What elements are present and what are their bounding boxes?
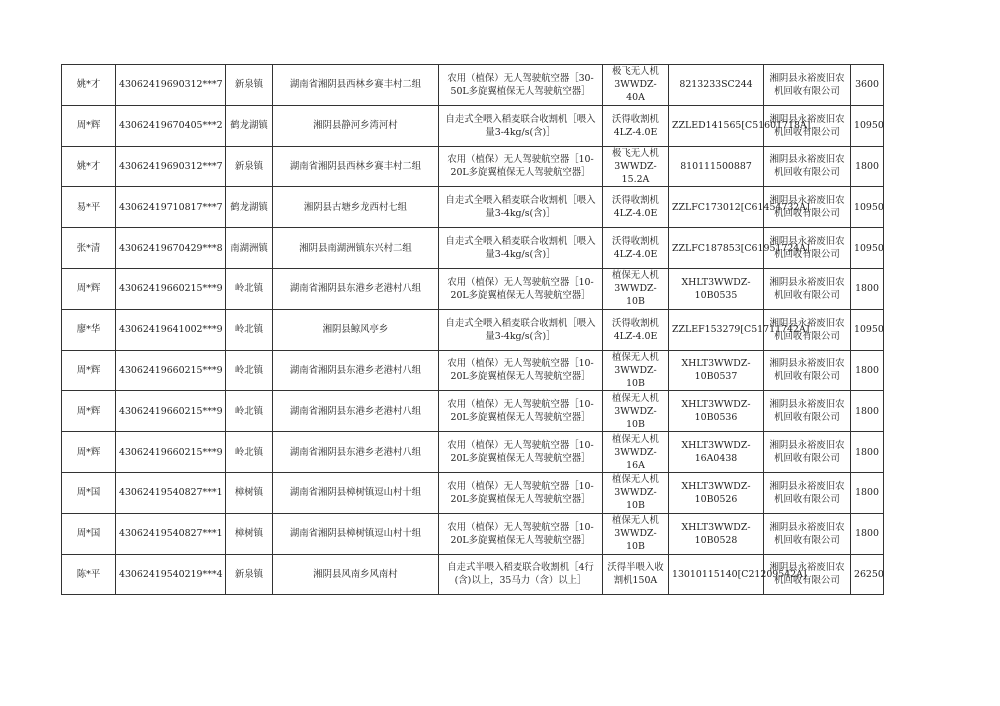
address-cell: 湘阴县南湖洲镇东兴村二组: [273, 228, 439, 269]
address-cell: 湖南省湘阴县东港乡老港村八组: [273, 391, 439, 432]
model-cell: 植保无人机3WWDZ-10B: [603, 391, 669, 432]
serial-number-cell: XHLT3WWDZ-10B0537: [669, 350, 764, 391]
serial-number-cell: ZZLFC187853[C61951724A]: [669, 228, 764, 269]
serial-number-cell: XHLT3WWDZ-10B0535: [669, 268, 764, 309]
owner-name-cell: 周*辉: [62, 391, 116, 432]
address-cell: 湖南省湘阴县樟树镇逗山村十组: [273, 513, 439, 554]
subsidy-amount-cell: 1800: [851, 472, 884, 513]
address-cell: 湖南省湘阴县东港乡老港村八组: [273, 268, 439, 309]
table-row: [62, 228, 884, 269]
owner-name-cell: 周*辉: [62, 268, 116, 309]
town-cell: 樟树镇: [226, 472, 273, 513]
town-cell: 岭北镇: [226, 391, 273, 432]
model-cell: 植保无人机3WWDZ-10B: [603, 350, 669, 391]
town-cell: 南湖洲镇: [226, 228, 273, 269]
town-cell: 岭北镇: [226, 432, 273, 473]
table-row: [62, 554, 884, 595]
table-row: [62, 187, 884, 228]
recycler-cell: 湘阴县永裕废旧农机回收有限公司: [764, 187, 851, 228]
id-number-cell: 43062419670429***8: [116, 228, 226, 269]
table-row: [62, 432, 884, 473]
owner-name-cell: 周*辉: [62, 350, 116, 391]
serial-number-cell: ZZLED141565[C51601718A]: [669, 105, 764, 146]
recycler-cell: 湘阴县永裕废旧农机回收有限公司: [764, 472, 851, 513]
table-row: [62, 391, 884, 432]
table-row: [62, 472, 884, 513]
owner-name-cell: 姚*才: [62, 65, 116, 106]
town-cell: 新泉镇: [226, 146, 273, 187]
recycler-cell: 湘阴县永裕废旧农机回收有限公司: [764, 513, 851, 554]
serial-number-cell: 810111500887: [669, 146, 764, 187]
id-number-cell: 43062419690312***7: [116, 65, 226, 106]
town-cell: 新泉镇: [226, 65, 273, 106]
model-cell: 植保无人机3WWDZ-10B: [603, 472, 669, 513]
address-cell: 湖南省湘阴县西林乡赛丰村二组: [273, 146, 439, 187]
recycler-cell: 湘阴县永裕废旧农机回收有限公司: [764, 554, 851, 595]
subsidy-amount-cell: 10950: [851, 187, 884, 228]
town-cell: 岭北镇: [226, 309, 273, 350]
model-cell: 沃得收割机4LZ-4.0E: [603, 309, 669, 350]
id-number-cell: 43062419540827***1: [116, 472, 226, 513]
machine-type-cell: 农用（植保）无人驾驶航空器［10-20L多旋翼植保无人驾驶航空器］: [439, 432, 603, 473]
machine-type-cell: 农用（植保）无人驾驶航空器［10-20L多旋翼植保无人驾驶航空器］: [439, 391, 603, 432]
machine-type-cell: 农用（植保）无人驾驶航空器［30-50L多旋翼植保无人驾驶航空器］: [439, 65, 603, 106]
model-cell: 植保无人机3WWDZ-10B: [603, 268, 669, 309]
model-cell: 植保无人机3WWDZ-16A: [603, 432, 669, 473]
machine-type-cell: 农用（植保）无人驾驶航空器［10-20L多旋翼植保无人驾驶航空器］: [439, 513, 603, 554]
serial-number-cell: XHLT3WWDZ-10B0536: [669, 391, 764, 432]
table-row: [62, 146, 884, 187]
address-cell: 湘阴县古塘乡龙西村七组: [273, 187, 439, 228]
recycler-cell: 湘阴县永裕废旧农机回收有限公司: [764, 146, 851, 187]
id-number-cell: 43062419690312***7: [116, 146, 226, 187]
id-number-cell: 43062419660215***9: [116, 350, 226, 391]
subsidy-amount-cell: 1800: [851, 268, 884, 309]
serial-number-cell: XHLT3WWDZ-16A0438: [669, 432, 764, 473]
address-cell: 湖南省湘阴县东港乡老港村八组: [273, 350, 439, 391]
address-cell: 湖南省湘阴县樟树镇逗山村十组: [273, 472, 439, 513]
model-cell: 植保无人机3WWDZ-10B: [603, 513, 669, 554]
owner-name-cell: 易*平: [62, 187, 116, 228]
recycler-cell: 湘阴县永裕废旧农机回收有限公司: [764, 105, 851, 146]
machine-type-cell: 自走式全喂入稻麦联合收割机［喂入量3-4kg/s(含)］: [439, 187, 603, 228]
subsidy-amount-cell: 26250: [851, 554, 884, 595]
model-cell: 沃得收割机4LZ-4.0E: [603, 228, 669, 269]
machine-type-cell: 农用（植保）无人驾驶航空器［10-20L多旋翼植保无人驾驶航空器］: [439, 268, 603, 309]
id-number-cell: 43062419641002***9: [116, 309, 226, 350]
model-cell: 沃得收割机4LZ-4.0E: [603, 187, 669, 228]
recycler-cell: 湘阴县永裕废旧农机回收有限公司: [764, 391, 851, 432]
machine-type-cell: 自走式半喂入稻麦联合收割机［4行(含)以上，35马力（含）以上］: [439, 554, 603, 595]
recycler-cell: 湘阴县永裕废旧农机回收有限公司: [764, 268, 851, 309]
serial-number-cell: XHLT3WWDZ-10B0526: [669, 472, 764, 513]
town-cell: 岭北镇: [226, 268, 273, 309]
owner-name-cell: 陈*平: [62, 554, 116, 595]
owner-name-cell: 周*国: [62, 513, 116, 554]
machine-type-cell: 农用（植保）无人驾驶航空器［10-20L多旋翼植保无人驾驶航空器］: [439, 350, 603, 391]
owner-name-cell: 廖*华: [62, 309, 116, 350]
subsidy-amount-cell: 1800: [851, 432, 884, 473]
id-number-cell: 43062419670405***2: [116, 105, 226, 146]
table-row: [62, 350, 884, 391]
town-cell: 新泉镇: [226, 554, 273, 595]
records-table: [61, 64, 884, 595]
address-cell: 湖南省湘阴县西林乡赛丰村二组: [273, 65, 439, 106]
machine-type-cell: 自走式全喂入稻麦联合收割机［喂入量3-4kg/s(含)］: [439, 228, 603, 269]
serial-number-cell: 8213233SC244: [669, 65, 764, 106]
id-number-cell: 43062419540827***1: [116, 513, 226, 554]
town-cell: 岭北镇: [226, 350, 273, 391]
table-row: [62, 309, 884, 350]
owner-name-cell: 周*辉: [62, 432, 116, 473]
serial-number-cell: XHLT3WWDZ-10B0528: [669, 513, 764, 554]
machine-type-cell: 农用（植保）无人驾驶航空器［10-20L多旋翼植保无人驾驶航空器］: [439, 472, 603, 513]
subsidy-amount-cell: 1800: [851, 350, 884, 391]
recycler-cell: 湘阴县永裕废旧农机回收有限公司: [764, 309, 851, 350]
machine-type-cell: 农用（植保）无人驾驶航空器［10-20L多旋翼植保无人驾驶航空器］: [439, 146, 603, 187]
recycler-cell: 湘阴县永裕废旧农机回收有限公司: [764, 350, 851, 391]
serial-number-cell: ZZLEF153279[C51711742A]: [669, 309, 764, 350]
id-number-cell: 43062419660215***9: [116, 432, 226, 473]
recycler-cell: 湘阴县永裕废旧农机回收有限公司: [764, 65, 851, 106]
id-number-cell: 43062419660215***9: [116, 268, 226, 309]
subsidy-amount-cell: 10950: [851, 309, 884, 350]
table-row: [62, 513, 884, 554]
address-cell: 湘阴县静河乡湾河村: [273, 105, 439, 146]
town-cell: 鹤龙湖镇: [226, 105, 273, 146]
subsidy-amount-cell: 1800: [851, 146, 884, 187]
address-cell: 湖南省湘阴县东港乡老港村八组: [273, 432, 439, 473]
address-cell: 湘阴县鲸风亭乡: [273, 309, 439, 350]
subsidy-amount-cell: 1800: [851, 513, 884, 554]
model-cell: 极飞无人机3WWDZ-15.2A: [603, 146, 669, 187]
id-number-cell: 43062419710817***7: [116, 187, 226, 228]
subsidy-amount-cell: 10950: [851, 105, 884, 146]
town-cell: 樟树镇: [226, 513, 273, 554]
serial-number-cell: ZZLFC173012[C61454732A]: [669, 187, 764, 228]
address-cell: 湘阴县风南乡风南村: [273, 554, 439, 595]
model-cell: 极飞无人机3WWDZ-40A: [603, 65, 669, 106]
owner-name-cell: 周*国: [62, 472, 116, 513]
table-row: [62, 268, 884, 309]
id-number-cell: 43062419660215***9: [116, 391, 226, 432]
town-cell: 鹤龙湖镇: [226, 187, 273, 228]
table-row: [62, 65, 884, 106]
machine-type-cell: 自走式全喂入稻麦联合收割机［喂入量3-4kg/s(含)］: [439, 309, 603, 350]
table-row: [62, 105, 884, 146]
serial-number-cell: 13010115140[C21209542A]: [669, 554, 764, 595]
subsidy-amount-cell: 10950: [851, 228, 884, 269]
recycler-cell: 湘阴县永裕废旧农机回收有限公司: [764, 432, 851, 473]
machine-type-cell: 自走式全喂入稻麦联合收割机［喂入量3-4kg/s(含)］: [439, 105, 603, 146]
subsidy-amount-cell: 1800: [851, 391, 884, 432]
owner-name-cell: 姚*才: [62, 146, 116, 187]
model-cell: 沃得半喂入收割机150A: [603, 554, 669, 595]
owner-name-cell: 张*清: [62, 228, 116, 269]
owner-name-cell: 周*辉: [62, 105, 116, 146]
model-cell: 沃得收割机4LZ-4.0E: [603, 105, 669, 146]
subsidy-amount-cell: 3600: [851, 65, 884, 106]
id-number-cell: 43062419540219***4: [116, 554, 226, 595]
recycler-cell: 湘阴县永裕废旧农机回收有限公司: [764, 228, 851, 269]
